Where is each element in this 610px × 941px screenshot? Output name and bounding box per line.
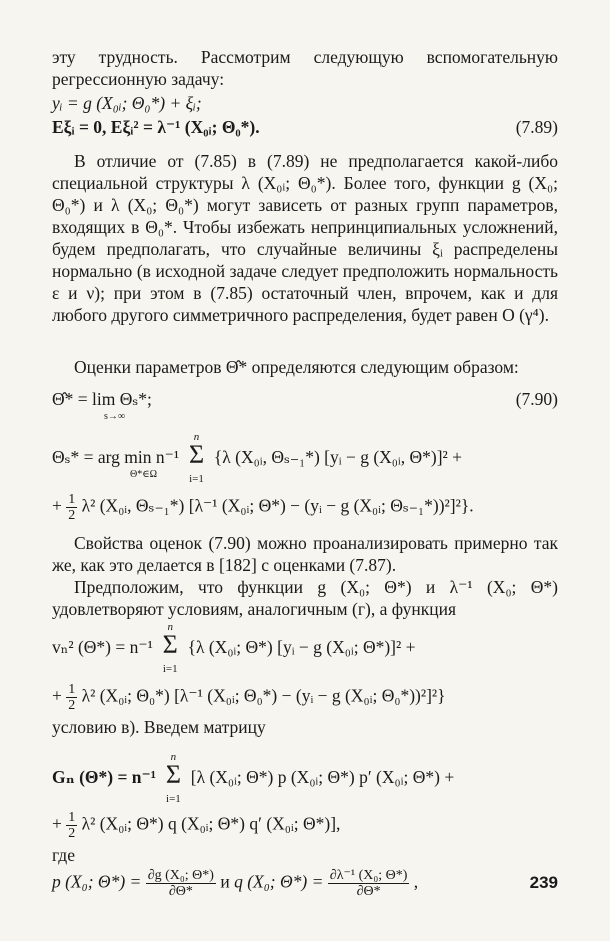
argmin-subscript: Θ*∈Ω [130, 469, 158, 480]
paragraph-assume: Предположим, что функции g (X₀; Θ*) и λ⁻¹ (X₀; Θ*) удовлетворяют условиям, аналогичным (г), а функция [52, 577, 558, 619]
sigma-icon: Σ [188, 440, 205, 469]
paragraph-structure: В отличие от (7.85) в (7.89) не предполагается какой-либо специальной структуры λ (X₀ᵢ; Θ₀*). Более того, функции g (X₀; Θ₀*) и λ (X₀; Θ₀*) могут зависеть от разных групп параметров, входящих в Θ₀*. Чтобы избежать непринципиальных усложнений, будем предполагать, что случайные величины ξᵢ распределены нормально (в исходной задаче следует предположить нормальность ε и ν); при этом в (7.85) остаточный член, впрочем, как и для любого другого симметричного распределения, будет равен O (γ⁴). [52, 151, 558, 325]
vn-lhs: vₙ² (Θ*) = n⁻¹ [52, 637, 153, 657]
limit-operator [52, 388, 152, 422]
p-definition-lhs: p (X₀; Θ*) = [52, 871, 142, 892]
sigma-icon: Σ [165, 760, 181, 789]
paragraph-properties: Свойства оценок (7.90) можно проанализировать примерно так же, как это делается в [182] с оценками (7.87). [52, 533, 558, 575]
page-number: 239 [529, 873, 558, 892]
sigma-icon: Σ [162, 630, 178, 659]
argmin-operator [52, 446, 180, 480]
half-fraction-vn: $\frac{1}{2}$ [68, 682, 76, 713]
paragraph-intro: эту трудность. Рассмотрим следующую вспомогательную регрессионную задачу: [52, 47, 558, 89]
g-body-line1: [λ (X₀ᵢ; Θ*) p (X₀ᵢ; Θ*) p′ (X₀ᵢ; Θ*) + [190, 767, 455, 787]
equation-vn-line2: + $\frac{1}{2}$ λ² (X₀ᵢ; Θ₀*) [λ⁻¹ (X₀ᵢ; Θ₀*) − (yᵢ − g (X₀ᵢ; Θ₀*))²]²} [52, 682, 446, 713]
g-body-line2: λ² (X₀ᵢ; Θ*) q (X₀ᵢ; Θ*) q′ (X₀ᵢ; Θ*)], [81, 813, 341, 834]
sum-upper-limit-g: n [170, 751, 177, 763]
paragraph-estimates: Оценки параметров Θ̂* определяются следующим образом: [74, 357, 519, 377]
limit-expression: Θ̂* = lim Θₛ*; [52, 389, 152, 409]
q-derivative-fraction: $\frac{\text{∂λ⁻¹ (X₀; Θ*)}}{\partial\Theta*}$ [329, 868, 408, 899]
equation-7-90-line2: + $\frac{1}{2}$ λ² (X₀ᵢ, Θₛ₋₁*) [λ⁻¹ (X₀ᵢ; Θ*) − (yᵢ − g (X₀ᵢ; Θₛ₋₁*))²]²}. [52, 492, 474, 523]
equation-7-89-line2 [52, 116, 558, 138]
sum-operator-vn [157, 621, 183, 675]
equation-7-90-argmin [52, 431, 558, 485]
equation-g-line1 [52, 751, 558, 805]
equation-definitions [52, 868, 558, 899]
equation-7-89-text: Eξᵢ = 0, Eξᵢ² = λ⁻¹ (X₀ᵢ; Θ₀*). [52, 117, 260, 137]
conjunction-and: и [220, 871, 230, 892]
q-definition-lhs: q (X₀; Θ*) = [234, 871, 324, 892]
sum-upper-limit-vn: n [167, 621, 173, 633]
vn-body-line2: λ² (X₀ᵢ; Θ₀*) [λ⁻¹ (X₀ᵢ; Θ₀*) − (yᵢ − g (X₀ᵢ; Θ₀*))²]²} [81, 685, 446, 706]
sum-operator [184, 431, 210, 485]
paragraph-matrix: условию в). Введем матрицу [52, 717, 266, 737]
word-where: где [52, 845, 75, 865]
definition-end: , [413, 871, 419, 892]
sum-upper-limit: n [193, 431, 200, 443]
equation-7-89-line1: yᵢ = g (X₀ᵢ; Θ₀*) + ξᵢ; [52, 93, 202, 113]
argmin-expression: Θₛ* = arg min n⁻¹ [52, 447, 180, 467]
half-fraction: $\frac{1}{2}$ [68, 492, 76, 523]
sum-operator-g [160, 751, 186, 805]
argmin-body-line2: λ² (X₀ᵢ, Θₛ₋₁*) [λ⁻¹ (X₀ᵢ; Θ*) − (yᵢ − g (X₀ᵢ; Θₛ₋₁*))²]²}. [81, 495, 474, 516]
vn-body-line1: {λ (X₀ᵢ; Θ*) [yᵢ − g (X₀ᵢ; Θ*)]² + [187, 637, 416, 657]
sum-lower-limit-g: i=1 [166, 793, 181, 805]
sum-lower-limit-vn: i=1 [162, 663, 178, 675]
half-fraction-g: $\frac{1}{2}$ [68, 810, 76, 841]
limit-subscript: s→∞ [104, 411, 126, 422]
p-derivative-fraction: $\frac{\text{∂g (X₀; Θ*)}}{\partial\Theta*}$ [147, 868, 214, 899]
argmin-body-line1: {λ (X₀ᵢ, Θₛ₋₁*) [yᵢ − g (X₀ᵢ, Θ*)]² + [213, 447, 463, 467]
equation-vn-line1 [52, 621, 558, 675]
book-page [52, 38, 558, 918]
equation-g-line2: + $\frac{1}{2}$ λ² (X₀ᵢ; Θ*) q (X₀ᵢ; Θ*) q′ (X₀ᵢ; Θ*)], [52, 810, 341, 841]
equation-7-90-lim [52, 388, 558, 422]
g-lhs: Gₙ (Θ*) = n⁻¹ [52, 767, 157, 787]
sum-lower-limit: i=1 [189, 473, 204, 485]
equation-number-7-90: (7.90) [515, 389, 558, 409]
equation-number-7-89: (7.89) [515, 117, 558, 137]
